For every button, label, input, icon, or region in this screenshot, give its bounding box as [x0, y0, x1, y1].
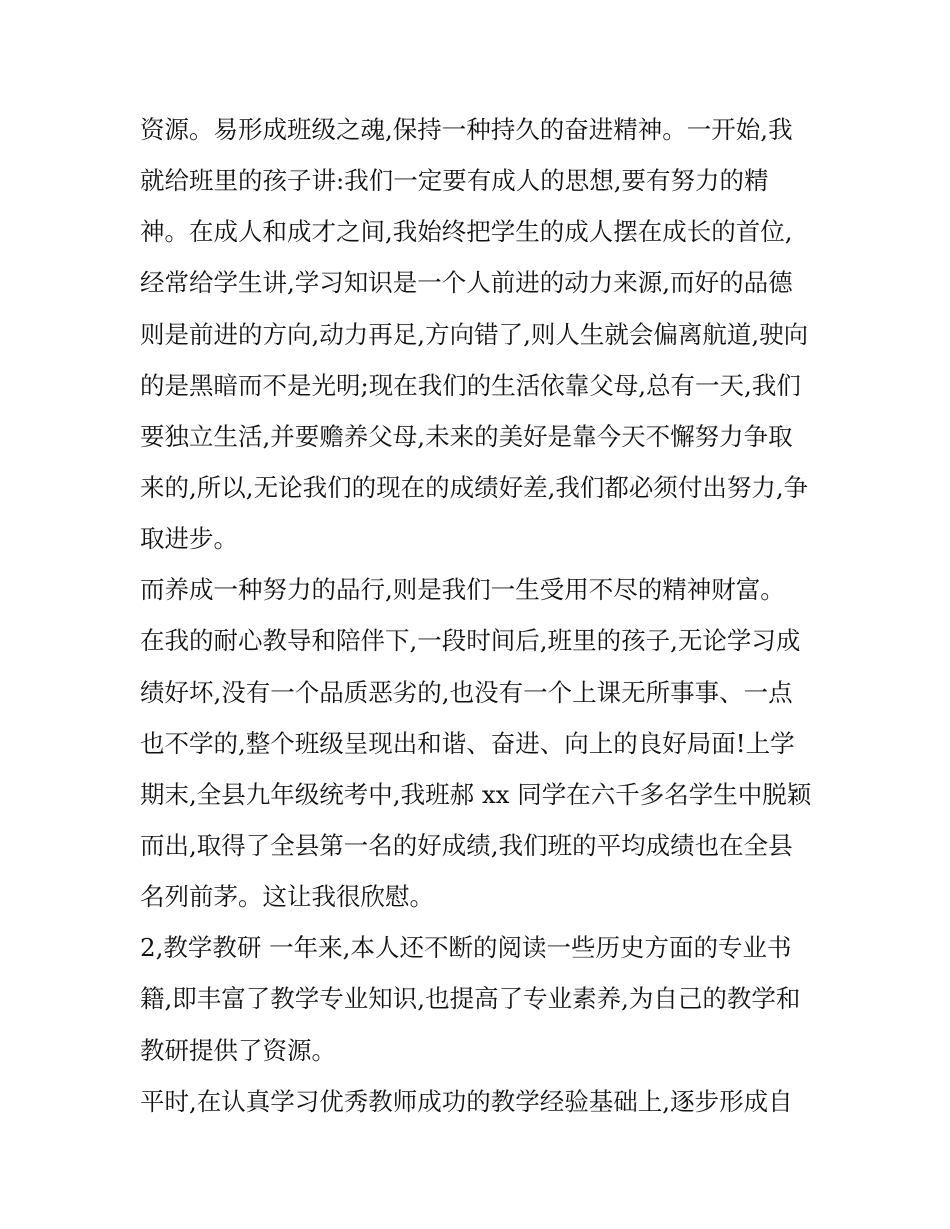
- text-line: 在我的耐心教导和陪伴下,一段时间后,班里的孩子,无论学习成: [140, 626, 801, 656]
- text-line: 平时,在认真学习优秀教师成功的教学经验基础上,逐步形成自: [140, 1086, 793, 1116]
- text-line: 2,教学教研 一年来,本人还不断的阅读一些历史方面的专业书: [140, 933, 792, 963]
- text-line: 则是前进的方向,动力再足,方向错了,则人生就会偏离航道,驶向: [140, 319, 809, 349]
- text-line: 要独立生活,并要赡养父母,未来的美好是靠今天不懈努力争取: [140, 421, 793, 451]
- text-line: 的是黑暗而不是光明;现在我们的生活依靠父母,总有一天,我们: [140, 370, 801, 400]
- text-line: 绩好坏,没有一个品质恶劣的,也没有一个上课无所事事、一点: [140, 677, 793, 707]
- text-line: 期末,全县九年级统考中,我班郝 xx 同学在六千多名学生中脱颖: [140, 779, 812, 809]
- text-line: 经常给学生讲,学习知识是一个人前进的动力来源,而好的品德: [140, 268, 793, 298]
- text-line: 名列前茅。这让我很欣慰。: [140, 882, 434, 912]
- text-line: 资源。易形成班级之魂,保持一种持久的奋进精神。一开始,我: [140, 115, 793, 144]
- text-line: 来的,所以,无论我们的现在的成绩好差,我们都必须付出努力,争: [140, 472, 809, 502]
- body-text: [140, 104, 820, 1127]
- text-line: 就给班里的孩子讲:我们一定要有成人的思想,要有努力的精: [140, 166, 769, 196]
- text-line: 取进步。: [140, 524, 238, 554]
- text-line: 而养成一种努力的品行,则是我们一生受用不尽的精神财富。: [140, 575, 785, 605]
- text-line: 也不学的,整个班级呈现出和谐、奋进、向上的良好局面!上学: [140, 728, 795, 758]
- text-line: 教研提供了资源。: [140, 1035, 336, 1065]
- text-line: 籍,即丰富了教学专业知识,也提高了专业素养,为自己的教学和: [140, 984, 801, 1014]
- text-line: 神。在成人和成才之间,我始终把学生的成人摆在成长的首位,: [140, 217, 793, 247]
- text-line: 而出,取得了全县第一名的好成绩,我们班的平均成绩也在全县: [140, 830, 793, 860]
